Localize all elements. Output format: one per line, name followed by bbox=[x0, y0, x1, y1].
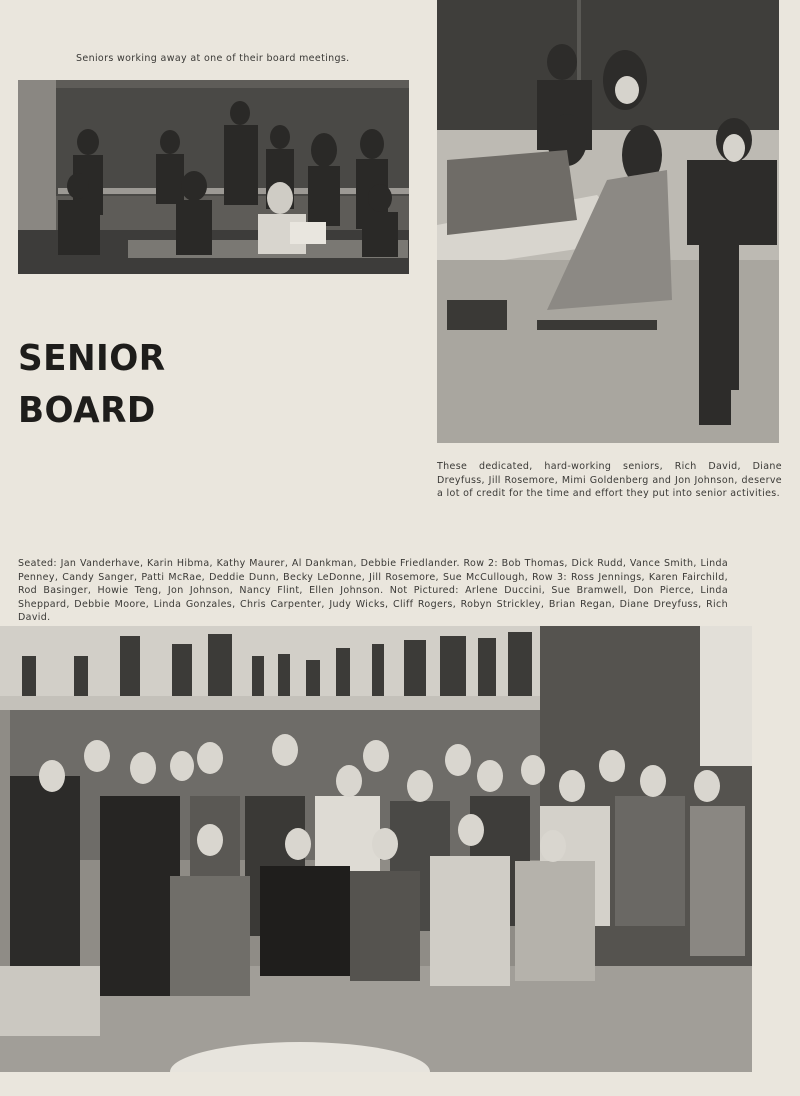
officers-caption: These dedicated, hard-working seniors, Rich David, Diane Dreyfuss, Jill Rosemore, Mimi Goldenberg and Jon Johnson, deserve a lot of credit for the time and effort they put into senior activities. bbox=[437, 461, 782, 499]
board-meeting-photo bbox=[18, 80, 409, 274]
senior-officers-photo bbox=[437, 0, 779, 443]
page-title bbox=[18, 333, 173, 437]
group-roster-caption: Seated: Jan Vanderhave, Karin Hibma, Kathy Maurer, Al Dankman, Debbie Friedlander. Row 2: Bob Thomas, Dick Rudd, Vance Smith, Linda Penney, Candy Sanger, Patti McRae, Deddie Dunn, Becky LeDonne, Jill Rosemore, Sue McCullough, Row 3: Ross Jennings, Karen Fairchild, Rod Basinger, Howie Teng, Jon Johnson, Nancy Flint, Ellen Johnson. Not Pictured: Arlene Duccini, Sue Bramwell, Don Pierce, Linda Sheppard, Debbie Moore, Linda Gonzales, Chris Carpenter, Judy Wicks, Cliff Rogers, Robyn Strickley, Brian Regan, Diane Dreyfuss, Rich David. bbox=[18, 558, 728, 623]
board-meeting-caption: Seniors working away at one of their board meetings. bbox=[76, 53, 350, 64]
title-line-board: BOARD bbox=[18, 390, 156, 431]
senior-board-group-photo bbox=[0, 626, 752, 1072]
title-line-senior: SENIOR bbox=[18, 338, 166, 379]
